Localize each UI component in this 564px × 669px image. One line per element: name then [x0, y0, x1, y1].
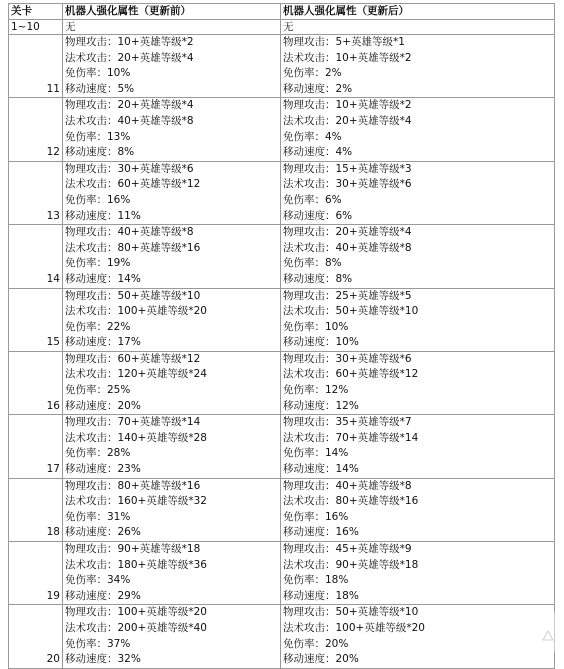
attribute-line: 免伤率：6% [283, 193, 342, 206]
attribute-line: 法术攻击：90+英雄等级*18 [283, 558, 419, 571]
before-cell [63, 225, 281, 288]
attribute-line: 法术攻击：50+英雄等级*10 [283, 305, 419, 318]
level-cell: 15 [9, 288, 63, 351]
attribute-line: 物理攻击：15+英雄等级*3 [283, 162, 412, 175]
watermark-logo-icon [540, 628, 556, 644]
attribute-line: 移动速度：14% [65, 272, 141, 285]
header-row [9, 4, 555, 20]
level-cell: 1~10 [9, 20, 63, 35]
attribute-line: 移动速度：11% [65, 209, 141, 222]
header-level: 关卡 [9, 4, 63, 20]
before-cell [63, 161, 281, 224]
attribute-line: 移动速度：29% [65, 589, 141, 602]
attribute-line: 物理攻击：50+英雄等级*10 [65, 289, 201, 302]
attribute-line: 免伤率：10% [283, 320, 349, 333]
attribute-line: 免伤率：2% [283, 67, 342, 80]
attribute-line: 免伤率：10% [65, 67, 131, 80]
before-cell [63, 478, 281, 541]
attribute-line: 法术攻击：70+英雄等级*14 [283, 431, 419, 444]
after-cell [281, 161, 555, 224]
attribute-line: 移动速度：6% [283, 209, 353, 222]
header-before: 机器人强化属性（更新前） [63, 4, 281, 20]
attribute-line: 物理攻击：30+英雄等级*6 [283, 352, 412, 365]
attribute-line: 移动速度：8% [65, 146, 135, 159]
attribute-line: 移动速度：4% [283, 146, 353, 159]
attribute-line: 免伤率：22% [65, 320, 131, 333]
attribute-line: 免伤率：4% [283, 130, 342, 143]
attribute-line: 移动速度：18% [283, 589, 359, 602]
table-body [9, 20, 555, 669]
after-cell [281, 288, 555, 351]
attribute-line: 法术攻击：180+英雄等级*36 [65, 558, 207, 571]
level-cell: 16 [9, 351, 63, 414]
after-cell [281, 478, 555, 541]
attribute-line: 物理攻击：25+英雄等级*5 [283, 289, 412, 302]
attribute-line: 法术攻击：40+英雄等级*8 [283, 241, 412, 254]
attribute-line: 移动速度：5% [65, 82, 135, 95]
table-row [9, 98, 555, 161]
attribute-line: 法术攻击：60+英雄等级*12 [65, 178, 201, 191]
after-cell [281, 415, 555, 478]
attribute-line: 免伤率：31% [65, 510, 131, 523]
attribute-line: 移动速度：26% [65, 526, 141, 539]
attribute-line: 移动速度：32% [65, 653, 141, 666]
attribute-line: 物理攻击：40+英雄等级*8 [283, 479, 412, 492]
attribute-line: 物理攻击：80+英雄等级*16 [65, 479, 201, 492]
attribute-line: 物理攻击：70+英雄等级*14 [65, 416, 201, 429]
after-cell [281, 351, 555, 414]
table-row [9, 605, 555, 668]
attribute-line: 移动速度：23% [65, 463, 141, 476]
table-row [9, 351, 555, 414]
level-cell: 13 [9, 161, 63, 224]
attribute-line: 法术攻击：100+英雄等级*20 [283, 621, 425, 634]
before-cell [63, 98, 281, 161]
attribute-line: 移动速度：16% [283, 526, 359, 539]
table-row [9, 161, 555, 224]
robot-attribute-table [8, 3, 555, 669]
attribute-line: 物理攻击：50+英雄等级*10 [283, 606, 419, 619]
attribute-line: 物理攻击：45+英雄等级*9 [283, 543, 412, 555]
attribute-line: 法术攻击：20+英雄等级*4 [283, 114, 412, 127]
attribute-line: 法术攻击：20+英雄等级*4 [65, 51, 194, 64]
attribute-line: 移动速度：10% [283, 336, 359, 349]
attribute-line: 法术攻击：30+英雄等级*6 [283, 178, 412, 191]
attribute-line: 移动速度：12% [283, 399, 359, 412]
attribute-line: 物理攻击：35+英雄等级*7 [283, 416, 412, 429]
after-cell [281, 225, 555, 288]
attribute-line: 法术攻击：140+英雄等级*28 [65, 431, 207, 444]
table-row [9, 415, 555, 478]
attribute-line: 法术攻击：40+英雄等级*8 [65, 114, 194, 127]
attribute-line: 免伤率：13% [65, 130, 131, 143]
attribute-line: 物理攻击：10+英雄等级*2 [65, 36, 194, 48]
attribute-line: 物理攻击：5+英雄等级*1 [283, 36, 405, 48]
attribute-line: 免伤率：14% [283, 447, 349, 460]
attribute-line: 物理攻击：40+英雄等级*8 [65, 226, 194, 239]
level-cell: 18 [9, 478, 63, 541]
level-cell: 14 [9, 225, 63, 288]
attribute-line: 移动速度：17% [65, 336, 141, 349]
after-cell [281, 542, 555, 605]
attribute-line: 法术攻击：60+英雄等级*12 [283, 368, 419, 381]
after-cell: 无 [281, 20, 555, 35]
before-cell [63, 415, 281, 478]
level-cell: 12 [9, 98, 63, 161]
attribute-line: 移动速度：8% [283, 272, 353, 285]
attribute-line: 物理攻击：20+英雄等级*4 [65, 99, 194, 112]
table-row [9, 20, 555, 35]
before-cell [63, 35, 281, 98]
attribute-line: 物理攻击：30+英雄等级*6 [65, 162, 194, 175]
header-after: 机器人强化属性（更新后） [281, 4, 555, 20]
level-cell: 19 [9, 542, 63, 605]
attribute-line: 法术攻击：200+英雄等级*40 [65, 621, 207, 634]
attribute-line: 免伤率：28% [65, 447, 131, 460]
before-cell [63, 542, 281, 605]
attribute-line: 免伤率：37% [65, 637, 131, 650]
attribute-line: 免伤率：16% [283, 510, 349, 523]
before-cell: 无 [63, 20, 281, 35]
attribute-line: 物理攻击：90+英雄等级*18 [65, 543, 201, 555]
before-cell [63, 288, 281, 351]
table-row [9, 35, 555, 98]
attribute-line: 免伤率：19% [65, 257, 131, 270]
after-cell [281, 35, 555, 98]
level-cell: 20 [9, 605, 63, 668]
attribute-line: 法术攻击：100+英雄等级*20 [65, 305, 207, 318]
attribute-line: 物理攻击：20+英雄等级*4 [283, 226, 412, 239]
attribute-line: 免伤率：25% [65, 384, 131, 397]
attribute-line: 法术攻击：120+英雄等级*24 [65, 368, 207, 381]
level-cell: 17 [9, 415, 63, 478]
attribute-line: 移动速度：14% [283, 463, 359, 476]
level-cell: 11 [9, 35, 63, 98]
after-cell [281, 98, 555, 161]
attribute-line: 法术攻击：80+英雄等级*16 [283, 495, 419, 508]
before-cell [63, 351, 281, 414]
attribute-line: 移动速度：20% [283, 653, 359, 666]
attribute-line: 免伤率：18% [283, 574, 349, 587]
attribute-line: 免伤率：8% [283, 257, 342, 270]
attribute-line: 法术攻击：80+英雄等级*16 [65, 241, 201, 254]
after-cell [281, 605, 555, 668]
attribute-line: 免伤率：20% [283, 637, 349, 650]
attribute-line: 物理攻击：60+英雄等级*12 [65, 352, 201, 365]
before-cell [63, 605, 281, 668]
table-row [9, 288, 555, 351]
attribute-line: 法术攻击：10+英雄等级*2 [283, 51, 412, 64]
attribute-line: 免伤率：16% [65, 193, 131, 206]
attribute-comparison-sheet [8, 3, 554, 669]
attribute-line: 移动速度：20% [65, 399, 141, 412]
attribute-line: 法术攻击：160+英雄等级*32 [65, 495, 207, 508]
attribute-line: 移动速度：2% [283, 82, 353, 95]
attribute-line: 免伤率：34% [65, 574, 131, 587]
attribute-line: 物理攻击：100+英雄等级*20 [65, 606, 207, 619]
attribute-line: 物理攻击：10+英雄等级*2 [283, 99, 412, 112]
table-row [9, 478, 555, 541]
table-row [9, 542, 555, 605]
attribute-line: 免伤率：12% [283, 384, 349, 397]
table-row [9, 225, 555, 288]
